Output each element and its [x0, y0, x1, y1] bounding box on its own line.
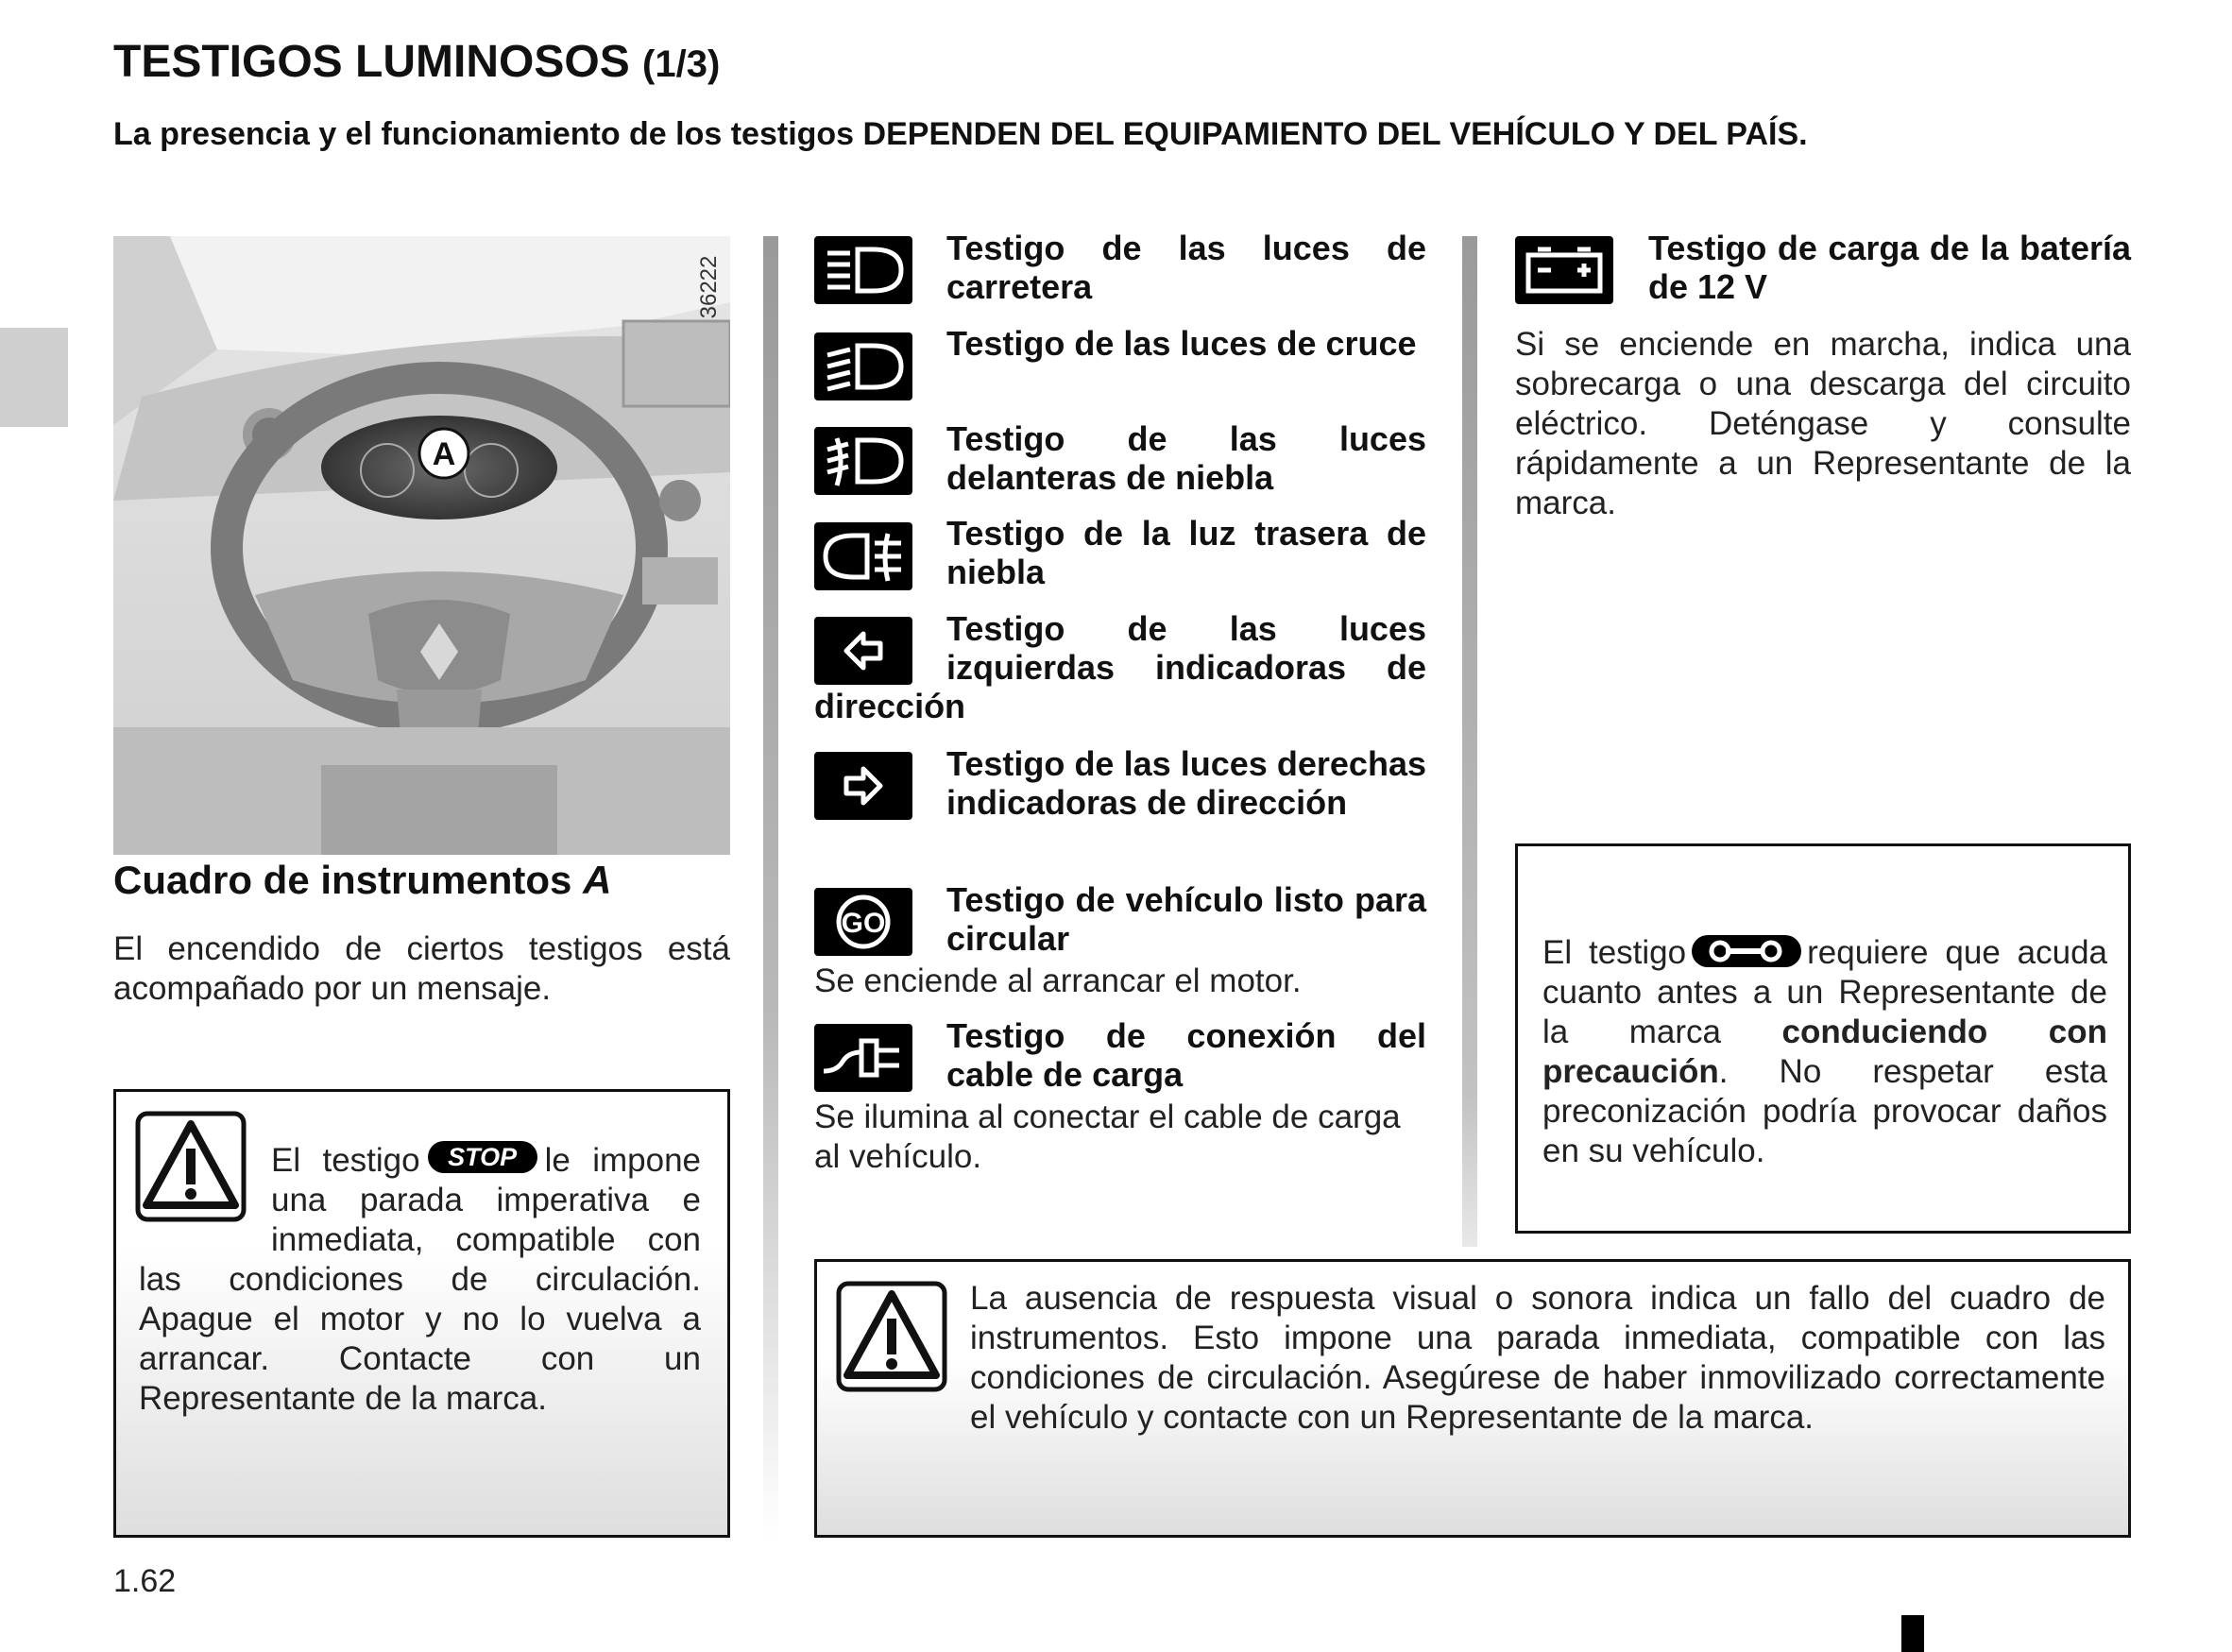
lamp-title-front-fog: Testigo de las luces delanteras de niebla: [946, 419, 1426, 497]
page-subtitle: La presencia y el funcionamiento de los testigos DEPENDEN DEL EQUIPAMIENTO DEL VEHÍCULO Y DEL PAÍS.: [113, 116, 1808, 152]
page-number: 1.62: [113, 1563, 177, 1599]
dashboard-photo: [113, 236, 730, 855]
instrument-panel-title-letter: A: [583, 858, 612, 902]
instrument-panel-body: El encendido de ciertos testigos está acompañado por un mensaje.: [113, 930, 730, 1007]
cluster-failure-warning-box: [814, 1259, 2131, 1538]
cluster-failure-warning-text: La ausencia de respuesta visual o sonora indica un fallo del cuadro de instrumentos. Esto impone una parada inmediata, compatible con las condiciones de circulación. Asegúrese de haber inmovilizado correctamente el vehículo y contacte con un Representante de la marca.: [970, 1280, 2105, 1436]
page-title: [113, 36, 720, 88]
photo-callout-a: A: [432, 436, 456, 472]
wrench-icon: [1692, 935, 1801, 967]
stop-warning-text-after: le impone una parada imperativa e inmediata, compatible con las condiciones de circulación. Apague el motor y no lo vuelva a arrancar. Contacte con un Representante de la marca.: [139, 1142, 701, 1417]
page-title-part: (1/3): [642, 43, 721, 85]
front-fog-icon: [814, 427, 912, 495]
stop-badge: STOP: [428, 1141, 537, 1173]
battery-icon: [1515, 236, 1613, 304]
charge-cable-icon: [814, 1024, 912, 1092]
chapter-tab: [0, 328, 68, 427]
svg-text:GO: GO: [841, 908, 886, 939]
warning-triangle-icon: [836, 1281, 947, 1392]
service-text-before: El testigo: [1542, 934, 1687, 971]
column-divider-1: [763, 236, 778, 1540]
photo-reference-number: 36222: [696, 255, 722, 319]
page-title-text: TESTIGOS LUMINOSOS: [113, 37, 630, 87]
service-text-bold: conduciendo con precaución: [1542, 1013, 2107, 1090]
stop-warning-box: [113, 1089, 730, 1538]
stop-warning-text-before: El testigo: [271, 1142, 420, 1179]
lamp-desc-go: Se enciende al arrancar el motor.: [814, 962, 1302, 999]
service-text-middle: requiere que acuda cuanto antes a un Representante de la marca: [1542, 934, 2107, 1050]
page-edge-marker: [1901, 1615, 1924, 1652]
battery-title: Testigo de carga de la batería de 12 V: [1648, 229, 2131, 306]
lamp-title-right-indicator-text: Testigo de las luces derechas indicadoras de dirección: [946, 744, 1426, 822]
instrument-panel-title: [113, 858, 611, 903]
dashboard-illustration: [113, 236, 730, 855]
lamp-title-main-beam: Testigo de las luces de carretera: [946, 229, 1426, 306]
lamp-title-left-indicator-text: Testigo de las luces izquierdas indicadoras de dirección: [814, 609, 1426, 725]
service-warning-text: [1542, 933, 2107, 1171]
main-beam-icon: [814, 236, 912, 304]
lamp-title-left-indicator: [814, 609, 1426, 725]
instrument-panel-title-text: Cuadro de instrumentos: [113, 858, 572, 902]
go-icon: [814, 888, 912, 956]
service-text-after: . No respetar esta preconización podría provocar daños en su vehículo.: [1542, 1053, 2107, 1169]
dipped-beam-icon: [814, 332, 912, 400]
lamp-title-right-indicator: [814, 744, 1426, 822]
lamp-title-charge-cable: Testigo de conexión del cable de carga: [946, 1016, 1426, 1094]
column-divider-2: [1462, 236, 1477, 1247]
lamp-desc-charge-cable: Se ilumina al conectar el cable de carga al vehículo.: [814, 1098, 1401, 1175]
lamp-title-go: Testigo de vehículo listo para circular: [946, 880, 1426, 958]
rear-fog-icon: [814, 522, 912, 590]
service-warning-box: [1515, 843, 2131, 1234]
lamp-title-rear-fog: Testigo de la luz trasera de niebla: [946, 514, 1426, 591]
lamp-title-dipped-beam: Testigo de las luces de cruce: [946, 324, 1417, 363]
battery-desc: Si se enciende en marcha, indica una sobrecarga o una descarga del circuito eléctrico. Deténgase y consulte rápidamente a un Representante de la marca.: [1515, 326, 2131, 521]
stop-warning-text: [139, 1141, 701, 1419]
